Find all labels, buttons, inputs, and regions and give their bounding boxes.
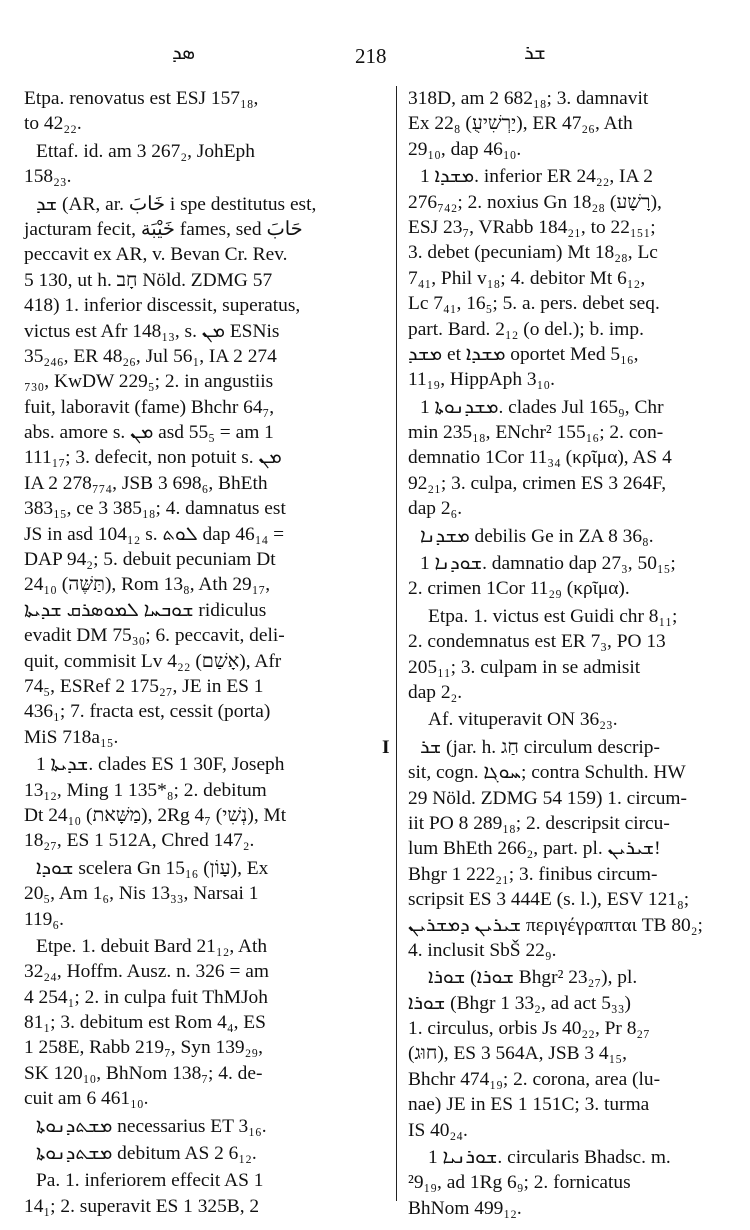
entry-line: Af. vituperavit ON 36₂₃.	[428, 709, 618, 731]
entry-line: cuit am 6 461₁₀.	[24, 1088, 149, 1110]
entry-line: 13₁₂, Ming 1 135*₈; 2. debitum	[24, 779, 267, 801]
column-divider	[396, 86, 397, 1201]
entry-line: 383₁₅, ce 3 385₁₈; 4. damnatus est	[24, 498, 286, 520]
left-column	[24, 84, 382, 1219]
entry-line: ܡܫܕܢܘܬܐ 1. clades Jul 165₉, Chr	[420, 396, 664, 418]
entry-line: Etpa. renovatus est ESJ 157₁₈,	[24, 88, 259, 109]
entry-line: 32₂₄, Hoffm. Ausz. n. 326 = am	[24, 961, 269, 983]
entry-line: Etpe. 1. debuit Bard 21₁₂, Ath	[36, 935, 268, 957]
dictionary-entry	[24, 1168, 382, 1219]
entry-line: 418) 1. inferior discessit, superatus,	[24, 295, 301, 317]
entry-line: ܫܕ (AR, ar. خَابَ i spe destitutus est,	[36, 193, 317, 215]
entry-line: Bhchr 474₁₉; 2. corona, area (lu-	[408, 1068, 661, 1090]
dictionary-entry	[408, 86, 728, 162]
page-number: 218	[355, 44, 387, 68]
entry-line: JS in asd 104₁₂ s. ܠܘܬ dap 46₁₄ =	[24, 523, 285, 545]
entry-line: 35₂₄₆, ER 48₂₆, Jul 56₁, IA 2 274	[24, 345, 277, 367]
entry-line: 436₁; 7. fracta est, cessit (porta)	[24, 701, 271, 723]
entry-line: MiS 718a₁₅.	[24, 726, 119, 748]
entry-line: DAP 94₂; 5. debuit pecuniam Dt	[24, 549, 276, 571]
entry-line: quit, commisit Lv 4₂₂ (אָשַׁם), Afr	[24, 650, 282, 672]
entry-line: ܫܪ (jar. h. חַג circulum descrip-	[420, 736, 660, 758]
entry-line: ܫܘܒܚܐ ܠܡܘܣܪܩ ܫܕܝܬܐ ridiculus	[24, 599, 267, 621]
entry-line: ܡܫܕ et ܡܫܕܐ oportet Med 5₁₆,	[408, 343, 639, 365]
entry-line: 3. debet (pecuniam) Mt 18₂₈, Lc	[408, 242, 658, 264]
dictionary-entry	[24, 934, 382, 1112]
dictionary-entry	[24, 139, 382, 190]
entry-line: 24₁₀ (תַּשֶּׁה), Rom 13₈, Ath 29₁₇,	[24, 574, 271, 596]
entry-line: ܫܝܪܝܢ ܕܡܫܪܝܢ περιγέγραπται TB 80₂;	[408, 914, 703, 936]
right-column	[382, 84, 728, 1221]
entry-line: 4. inclusit SbŠ 22₉.	[408, 939, 557, 961]
entry-line: ²9₁₉, ad 1Rg 6₉; 2. fornicatus	[408, 1172, 631, 1194]
entry-line: IA 2 278₇₇₄, JSB 3 698₆, BhEth	[24, 472, 268, 494]
entry-line: fuit, laboravit (fame) Bhchr 64₇,	[24, 396, 275, 418]
entry-line: 11₁₉, HippAph 3₁₀.	[408, 369, 555, 391]
entry-line: ܫܘܪܐ (Bhgr 1 33₂, ad act 5₃₃)	[408, 992, 631, 1014]
dictionary-entry	[408, 707, 728, 732]
entry-line: Dt 24₁₀ (מַשָּׁאת), 2Rg 4₇ (נְשִׁי), Mt	[24, 804, 287, 826]
entry-line: 29₁₀, dap 46₁₀.	[408, 138, 522, 160]
dictionary-entry	[408, 395, 728, 522]
entry-line: 111₁₇; 3. defecit, non potuit s. ܡܢ	[24, 447, 282, 469]
entry-line: evadit DM 75₃₀; 6. peccavit, deli-	[24, 625, 285, 647]
entry-line: demnatio 1Cor 11₃₄ (κρῖμα), AS 4	[408, 447, 672, 469]
dictionary-entry	[24, 856, 382, 932]
entry-line: (חוּג), ES 3 564A, JSB 3 4₁₅,	[408, 1043, 627, 1065]
dictionary-entry	[24, 1141, 382, 1166]
entry-line: Ettaf. id. am 3 267₂, JohEph	[36, 140, 255, 162]
entry-line: min 235₁₈, ENchr² 155₁₆; 2. con-	[408, 422, 664, 444]
dictionary-entry	[408, 524, 728, 549]
entry-line: 92₂₁; 3. culpa, crimen ES 3 264F,	[408, 472, 667, 494]
entry-line: to 42₂₂.	[24, 113, 82, 135]
dictionary-entry	[408, 965, 728, 1143]
entry-line: 205₁₁; 3. culpam in se admisit	[408, 656, 641, 678]
dictionary-entry	[382, 735, 728, 964]
entry-line: lum BhEth 266₂, part. pl. ܫܝܪܝܢ!	[408, 838, 661, 860]
dictionary-entry	[24, 1114, 382, 1139]
entry-line: 20₅, Am 1₆, Nis 13₃₃, Narsai 1	[24, 883, 259, 905]
entry-line: ܡܫܕܢܐ debilis Ge in ZA 8 36₈.	[420, 525, 654, 547]
entry-line: 276₇₄₂; 2. noxius Gn 18₂₈ (רָשָׁע),	[408, 191, 662, 213]
header-right-catchword: ܫܪ	[524, 42, 546, 64]
entry-line: part. Bard. 2₁₂ (o del.); b. imp.	[408, 318, 644, 340]
entry-line: Pa. 1. inferiorem effecit AS 1	[36, 1170, 264, 1192]
entry-line: dap 2₂.	[408, 681, 463, 703]
entry-line: ܫܘܪܐ (ܫܘܪܐ Bhgr² 23₂₇), pl.	[428, 967, 638, 989]
dictionary-entry	[24, 192, 382, 751]
entry-line: Ex 22₈ (יַרְשִׁיעֻ), ER 47₂₆, Ath	[408, 113, 633, 135]
entry-line: jacturam fecit, خَيْبَة fames, sed حَابَ	[24, 218, 303, 240]
entry-line: nae) JE in ES 1 151C; 3. turma	[408, 1094, 650, 1116]
entry-line: 5 130, ut h. חָב Nöld. ZDMG 57	[24, 269, 273, 291]
entry-line: 158₂₃.	[24, 166, 72, 188]
dictionary-entry	[408, 604, 728, 706]
entry-homonym-marker: I	[382, 736, 390, 758]
entry-line: BhNom 499₁₂.	[408, 1197, 522, 1219]
entry-line: ESJ 23₇, VRabb 184₂₁, to 22₁₅₁;	[408, 216, 656, 238]
entry-line: peccavit ex AR, v. Bevan Cr. Rev.	[24, 244, 288, 266]
entry-line: IS 40₂₄.	[408, 1119, 468, 1141]
entry-line: 2. crimen 1Cor 11₂₉ (κρῖμα).	[408, 578, 630, 600]
dictionary-entry	[408, 1145, 728, 1221]
entry-line: ܡܫܬܕܢܘܬܐ debitum AS 2 6₁₂.	[36, 1143, 257, 1165]
dictionary-entry	[408, 164, 728, 393]
entry-line: 7₄₁, Phil v₁₈; 4. debitor Mt 6₁₂,	[408, 267, 646, 289]
entry-line: sit, cogn. ܚܘܓܐ; contra Schulth. HW	[408, 762, 686, 784]
entry-line: ܫܕܝܬܐ 1. clades ES 1 30F, Joseph	[36, 754, 285, 776]
entry-line: 318D, am 2 682₁₈; 3. damnavit	[408, 88, 649, 109]
entry-line: 18₂₇, ES 1 512A, Chred 147₂.	[24, 830, 255, 852]
entry-line: scripsit ES 3 444E (s. l.), ESV 121₈;	[408, 889, 690, 911]
entry-line: iit PO 8 289₁₈; 2. descripsit circu-	[408, 812, 670, 834]
entry-line: 81₁; 3. debitum est Rom 4₄, ES	[24, 1012, 266, 1034]
entry-line: ₇₃₀, KwDW 229₅; 2. in angustiis	[24, 371, 274, 393]
entry-line: 2. condemnatus est ER 7₃, PO 13	[408, 631, 666, 653]
entry-line: SK 120₁₀, BhNom 138₇; 4. de-	[24, 1062, 263, 1084]
entry-line: 119₆.	[24, 908, 64, 930]
entry-line: Bhgr 1 222₂₁; 3. finibus circum-	[408, 863, 658, 885]
entry-line: ܫܘܕܐ scelera Gn 15₁₆ (עָוֹן), Ex	[36, 857, 269, 879]
entry-line: 1 258E, Rabb 219₇, Syn 139₂₉,	[24, 1037, 263, 1059]
entry-line: 29 Nöld. ZDMG 54 159) 1. circum-	[408, 787, 687, 809]
entry-line: ܡܫܬܕܢܘܬܐ necessarius ET 3₁₆.	[36, 1115, 267, 1137]
entry-line: Lc 7₄₁, 16₅; 5. a. pers. debet seq.	[408, 293, 660, 315]
entry-line: 14₁; 2. superavit ES 1 325B, 2	[24, 1195, 260, 1217]
header-left-catchword: ܣܕ	[172, 42, 196, 64]
entry-line: 1. circulus, orbis Js 40₂₂, Pr 8₂₇	[408, 1018, 650, 1040]
entry-line: abs. amore s. ܡܢ asd 55₅ = am 1	[24, 422, 274, 444]
dictionary-entry	[24, 752, 382, 854]
entry-line: 74₅, ESRef 2 175₂₇, JE in ES 1	[24, 675, 264, 697]
entry-line: Etpa. 1. victus est Guidi chr 8₁₁;	[428, 605, 678, 627]
entry-line: ܫܘܕܢܐ 1. damnatio dap 27₃, 50₁₅;	[420, 553, 676, 575]
dictionary-entry	[408, 551, 728, 602]
entry-line: victus est Afr 148₁₃, s. ܡܢ ESNis	[24, 320, 280, 342]
dictionary-entry	[24, 86, 382, 137]
entry-line: dap 2₆.	[408, 498, 463, 520]
page-header	[0, 40, 750, 80]
entry-line: ܡܫܕܐ 1. inferior ER 24₂₂, IA 2	[420, 166, 653, 188]
entry-line: 4 254₁; 2. in culpa fuit ThMJoh	[24, 986, 268, 1008]
entry-line: ܫܘܪܢܝܐ 1. circularis Bhadsc. m.	[428, 1147, 671, 1169]
